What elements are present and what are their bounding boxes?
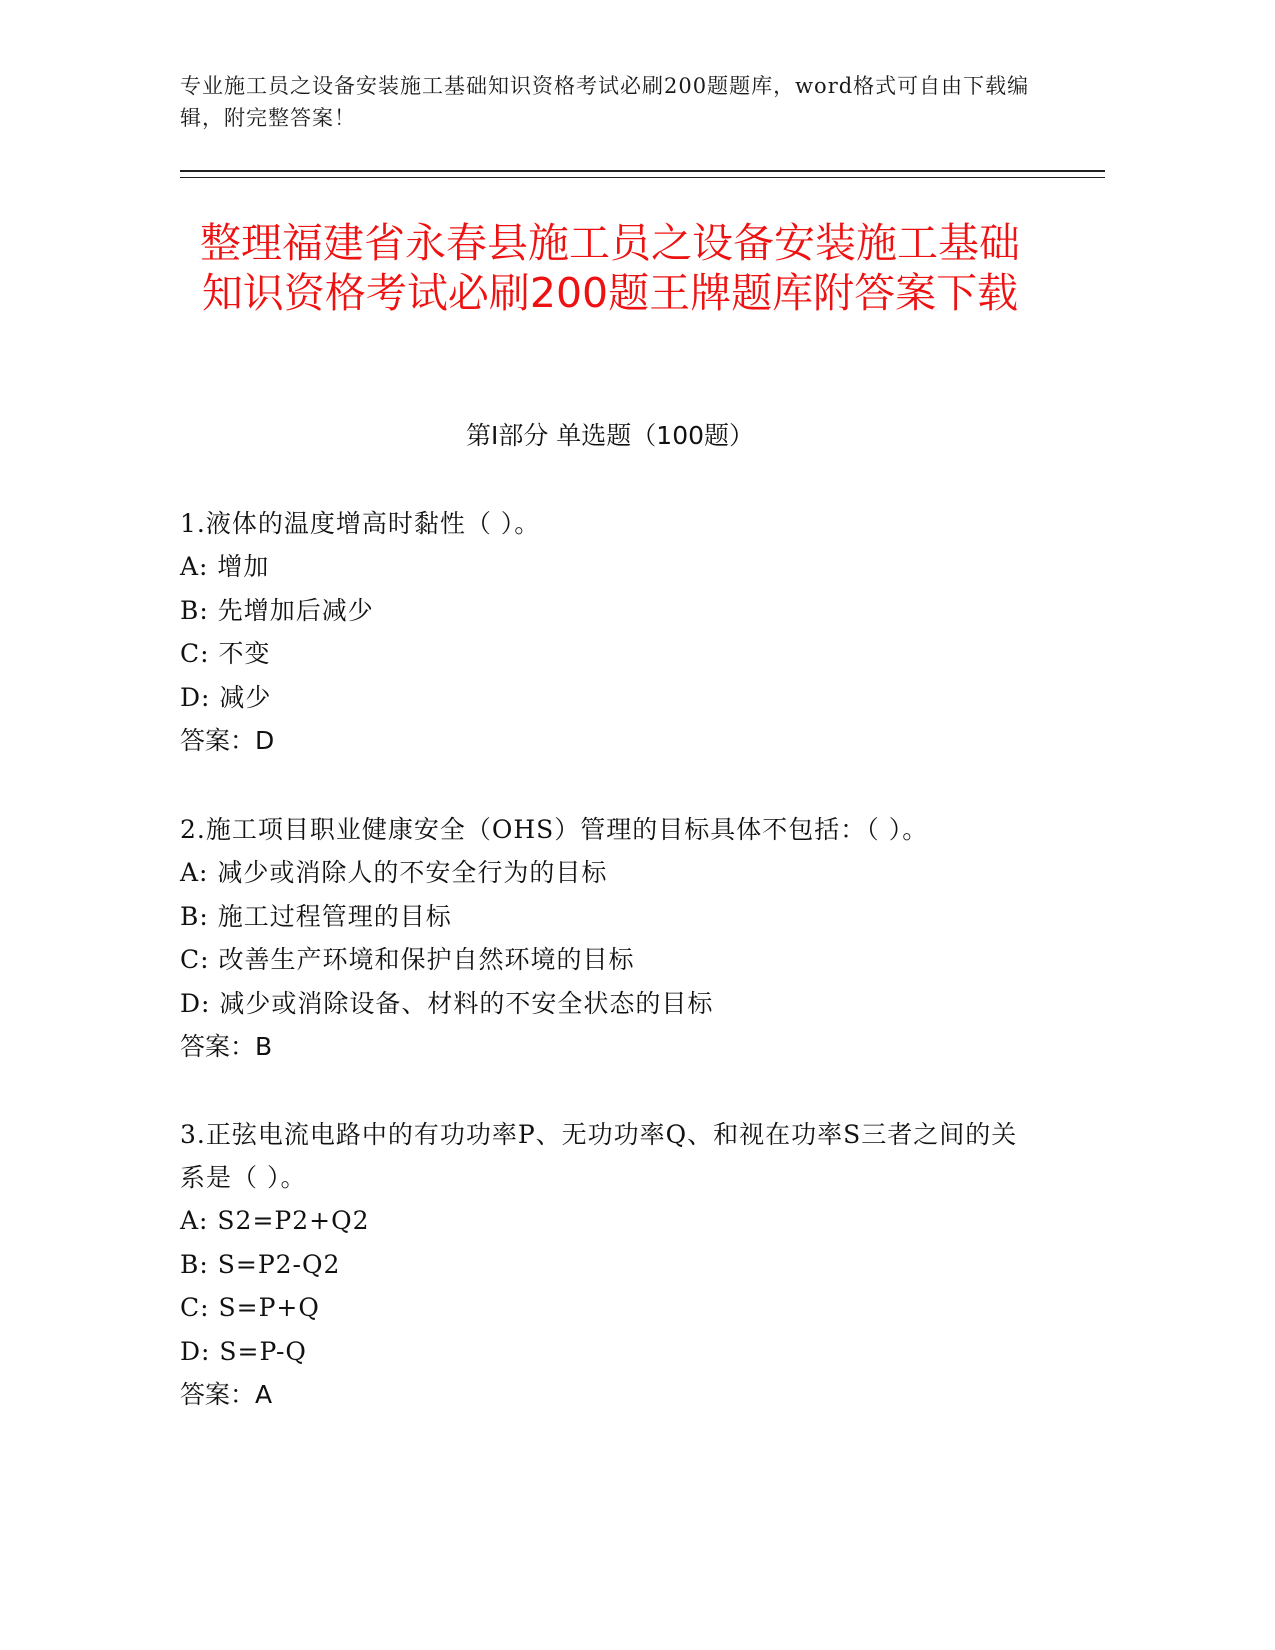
option-b: B: 先增加后减少 [180, 595, 374, 625]
option-c: C: 改善生产环境和保护自然环境的目标 [180, 945, 635, 974]
document-title: 整理福建省永春县施工员之设备安装施工基础知识资格考试必刷200题王牌题库附答案下载 [200, 219, 1020, 317]
answer: 答案：B [180, 1032, 273, 1061]
question-2 [180, 808, 1040, 1069]
option-d: D: 减少或消除设备、材料的不安全状态的目标 [180, 988, 714, 1018]
answer: 答案：D [180, 726, 275, 755]
option-d: D: S=P-Q [180, 1336, 307, 1366]
option-c: C: 不变 [180, 639, 271, 668]
header-rule-thin [180, 177, 1105, 178]
question-stem: 2.施工项目职业健康安全（OHS）管理的目标具体不包括：（ ）。 [180, 815, 929, 844]
option-b: B: 施工过程管理的目标 [180, 901, 452, 931]
option-a: A: 减少或消除人的不安全行为的目标 [180, 858, 608, 887]
option-c: C: S=P+Q [180, 1293, 320, 1322]
option-b: B: S=P2-Q2 [180, 1249, 341, 1279]
question-3 [180, 1113, 1040, 1417]
question-1 [180, 502, 1040, 763]
option-d: D: 减少 [180, 682, 272, 712]
section-heading: 第I部分 单选题（100题） [465, 421, 755, 450]
header-rule-thick [180, 170, 1105, 172]
header-note: 专业施工员之设备安装施工基础知识资格考试必刷200题题库，word格式可自由下载编辑，附完整答案！ [180, 74, 1030, 130]
question-stem: 1.液体的温度增高时黏性（ ）。 [180, 509, 541, 538]
option-a: A: 增加 [180, 552, 270, 581]
option-a: A: S2=P2+Q2 [180, 1206, 370, 1235]
answer: 答案：A [180, 1380, 273, 1409]
question-stem: 3.正弦电流电路中的有功功率P、无功功率Q、和视在功率S三者之间的关系是（ ）。 [180, 1120, 1018, 1192]
